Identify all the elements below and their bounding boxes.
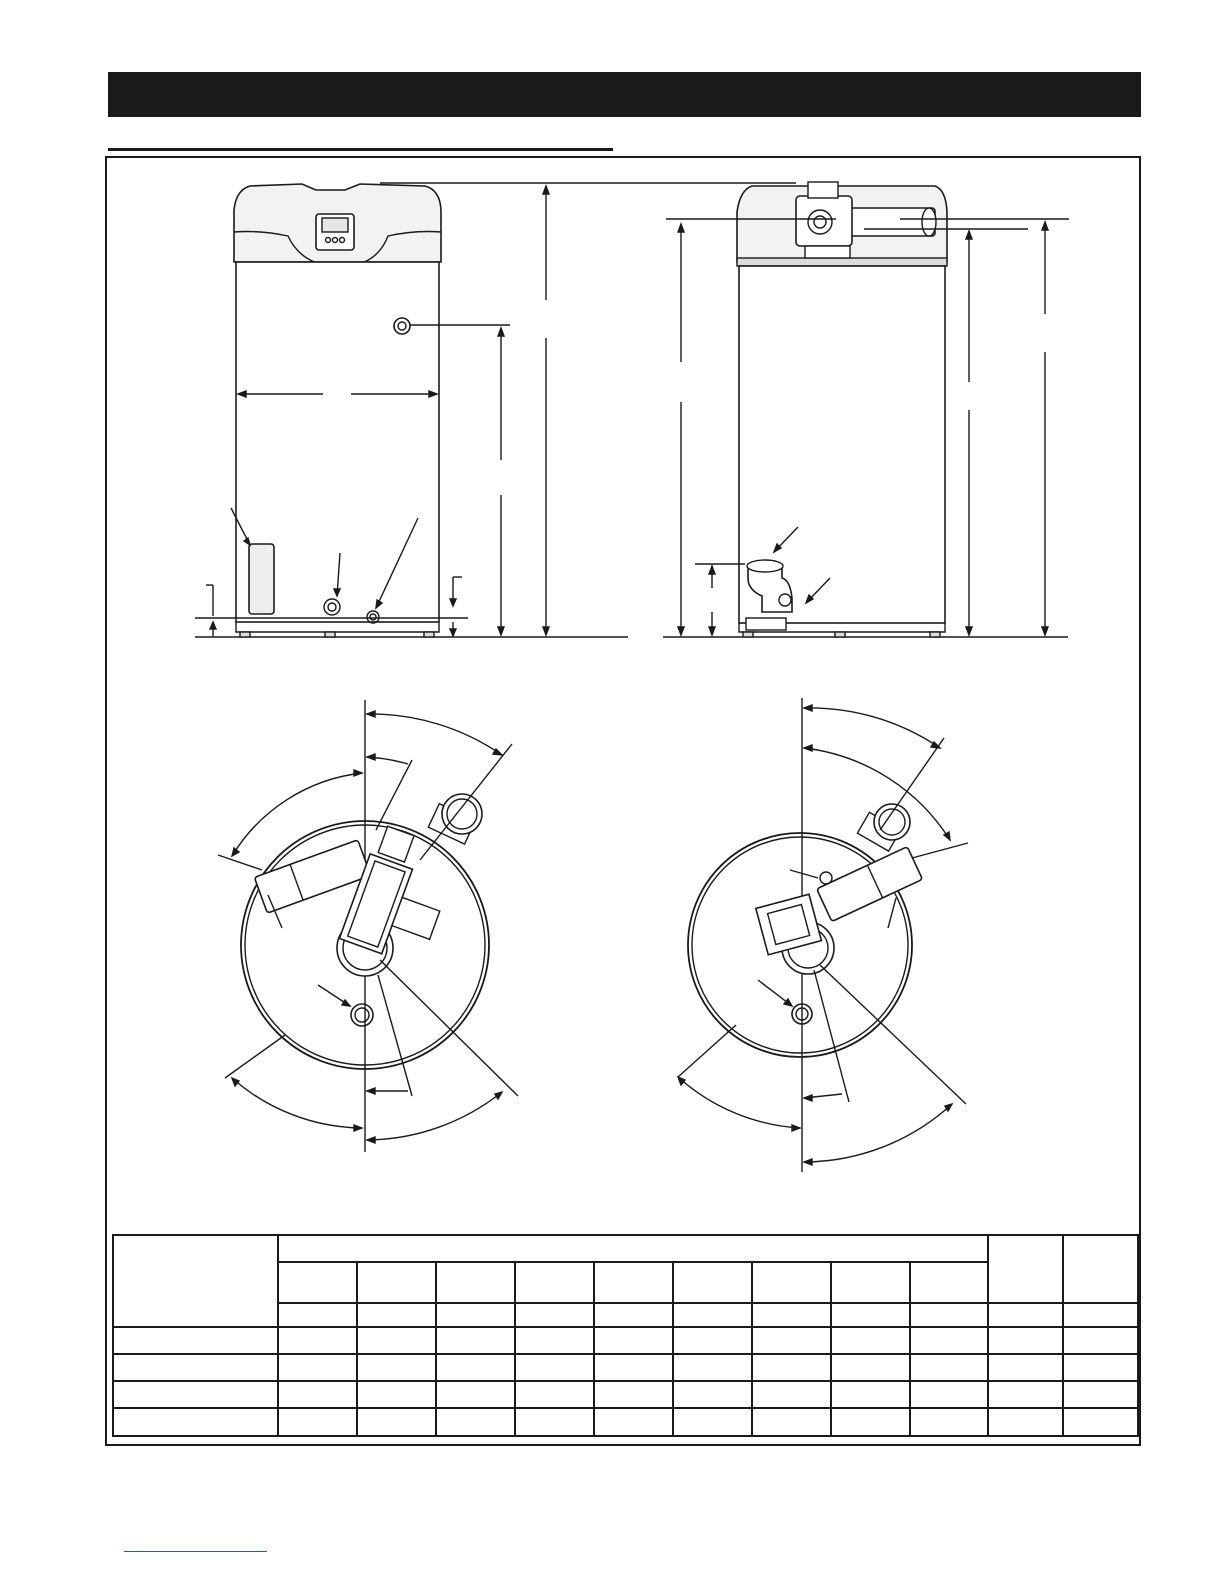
table-unit-cell — [594, 1303, 673, 1327]
table-row — [113, 1408, 1138, 1436]
table-unit-cell — [988, 1303, 1063, 1327]
table-header-cell — [910, 1262, 988, 1303]
table-unit-cell — [910, 1303, 988, 1327]
table-header-col-11 — [1063, 1235, 1138, 1303]
table-unit-cell — [357, 1303, 436, 1327]
table-row — [113, 1354, 1138, 1381]
side-elevation — [663, 182, 1069, 637]
dimensions-table — [112, 1234, 1139, 1437]
table-unit-cell — [436, 1303, 515, 1327]
table-row — [113, 1381, 1138, 1408]
top-plan-right — [678, 698, 968, 1172]
footer-link[interactable] — [124, 1551, 267, 1552]
table-header-cell — [594, 1262, 673, 1303]
table-header-cell — [357, 1262, 436, 1303]
table-unit-cell — [1063, 1303, 1138, 1327]
table-unit-cell — [278, 1303, 357, 1327]
table-header-cell — [436, 1262, 515, 1303]
front-elevation — [195, 183, 796, 637]
table-unit-cell — [673, 1303, 752, 1327]
table-group-header — [278, 1235, 988, 1262]
table-header-cell — [673, 1262, 752, 1303]
table-header-model — [113, 1235, 278, 1327]
table-header-cell — [278, 1262, 357, 1303]
table-unit-cell — [831, 1303, 910, 1327]
table-header-cell — [831, 1262, 910, 1303]
table-unit-cell — [752, 1303, 831, 1327]
table-row — [113, 1327, 1138, 1354]
table-header-col-10 — [988, 1235, 1063, 1303]
table-unit-cell — [515, 1303, 594, 1327]
table-header-cell — [515, 1262, 594, 1303]
top-plan-left — [218, 700, 518, 1152]
table-header-cell — [752, 1262, 831, 1303]
